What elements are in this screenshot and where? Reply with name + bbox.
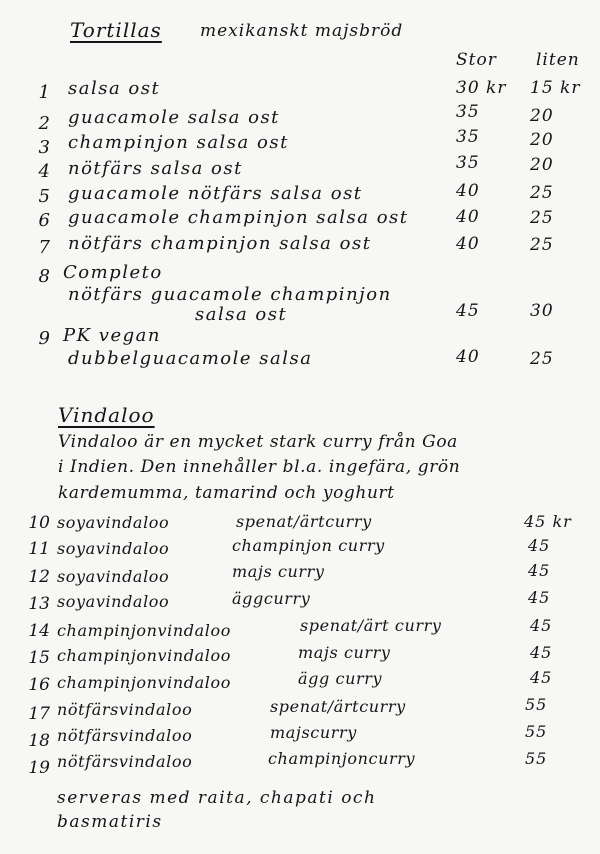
item-number: 10 xyxy=(28,513,50,533)
column-header-small: liten xyxy=(536,50,580,70)
item-number: 12 xyxy=(28,567,50,587)
item-price: 45 xyxy=(528,536,551,555)
item-number: 8 xyxy=(38,266,50,287)
price-small: 15 kr xyxy=(530,78,581,98)
item-price: 45 xyxy=(530,616,553,635)
item-curry: majscurry xyxy=(270,723,357,742)
item-price: 45 xyxy=(528,561,551,580)
item-number: 16 xyxy=(28,675,50,695)
item-number: 14 xyxy=(28,621,50,641)
item-price: 55 xyxy=(525,722,548,741)
price-small: 25 xyxy=(530,235,554,255)
item-name: champinjonvindaloo xyxy=(57,646,231,665)
item-price: 55 xyxy=(525,695,548,714)
price-large: 40 xyxy=(456,181,480,201)
price-large: 35 xyxy=(456,102,480,122)
item-number: 9 xyxy=(38,328,50,349)
item-name: champinjonvindaloo xyxy=(57,621,231,640)
item-description-line: salsa ost xyxy=(195,304,288,325)
serving-note-line: basmatiris xyxy=(57,812,163,832)
item-curry: champinjoncurry xyxy=(268,749,416,768)
item-number: 11 xyxy=(28,539,50,559)
item-number: 15 xyxy=(28,648,50,668)
price-large: 45 xyxy=(456,301,480,321)
price-small: 25 xyxy=(530,349,554,369)
item-name: champinjonvindaloo xyxy=(57,673,231,692)
vindaloo-description-line: i Indien. Den innehåller bl.a. ingefära, grön xyxy=(58,457,461,477)
price-large: 30 kr xyxy=(456,78,507,98)
item-curry: majs curry xyxy=(232,562,325,581)
price-large: 40 xyxy=(456,207,480,227)
vindaloo-description-line: Vindaloo är en mycket stark curry från Goa xyxy=(58,432,458,452)
price-small: 25 xyxy=(530,208,554,228)
price-small: 30 xyxy=(530,301,554,321)
item-name: Completo xyxy=(63,262,163,283)
item-description-line: dubbelguacamole salsa xyxy=(68,348,313,369)
price-small: 20 xyxy=(530,106,554,126)
item-price: 45 xyxy=(530,668,553,687)
item-name: guacamole nötfärs salsa ost xyxy=(68,183,363,204)
item-name: soyavindaloo xyxy=(57,513,170,532)
item-curry: ägg curry xyxy=(298,669,383,688)
price-small: 25 xyxy=(530,183,554,203)
item-number: 1 xyxy=(38,82,50,103)
item-curry: majs curry xyxy=(298,643,391,662)
price-large: 35 xyxy=(456,127,480,147)
item-name: nötfärsvindaloo xyxy=(57,726,193,745)
item-name: nötfärsvindaloo xyxy=(57,752,193,771)
item-number: 6 xyxy=(38,210,50,231)
item-curry: spenat/ärt curry xyxy=(300,616,442,635)
item-price: 55 xyxy=(525,749,548,768)
item-name: guacamole champinjon salsa ost xyxy=(68,207,409,228)
price-large: 35 xyxy=(456,153,480,173)
item-number: 17 xyxy=(28,704,50,724)
item-name: champinjon salsa ost xyxy=(68,132,289,153)
item-number: 19 xyxy=(28,758,50,778)
item-price: 45 kr xyxy=(524,512,572,531)
item-name: nötfärs salsa ost xyxy=(68,158,243,179)
item-name: nötfärsvindaloo xyxy=(57,700,193,719)
item-description-line: nötfärs guacamole champinjon xyxy=(68,284,392,305)
item-number: 3 xyxy=(38,137,50,158)
item-number: 2 xyxy=(38,113,50,134)
vindaloo-description-line: kardemumma, tamarind och yoghurt xyxy=(58,483,395,503)
item-price: 45 xyxy=(530,643,553,662)
price-large: 40 xyxy=(456,234,480,254)
price-large: 40 xyxy=(456,347,480,367)
item-curry: champinjon curry xyxy=(232,536,385,555)
item-number: 13 xyxy=(28,594,50,614)
item-name: soyavindaloo xyxy=(57,567,170,586)
item-name: salsa ost xyxy=(68,78,161,99)
item-number: 18 xyxy=(28,731,50,751)
item-number: 5 xyxy=(38,186,50,207)
serving-note-line: serveras med raita, chapati och xyxy=(57,788,377,808)
item-name: PK vegan xyxy=(63,325,161,346)
item-curry: spenat/ärtcurry xyxy=(270,697,406,716)
tortillas-title: Tortillas xyxy=(70,18,162,42)
item-curry: äggcurry xyxy=(232,589,311,608)
item-name: soyavindaloo xyxy=(57,592,170,611)
item-name: nötfärs champinjon salsa ost xyxy=(68,233,372,254)
price-small: 20 xyxy=(530,155,554,175)
item-curry: spenat/ärtcurry xyxy=(236,512,372,531)
item-number: 4 xyxy=(38,161,50,182)
tortillas-subtitle: mexikanskt majsbröd xyxy=(200,21,404,41)
price-small: 20 xyxy=(530,130,554,150)
item-price: 45 xyxy=(528,588,551,607)
item-name: guacamole salsa ost xyxy=(68,107,280,128)
item-name: soyavindaloo xyxy=(57,539,170,558)
column-header-large: Stor xyxy=(456,50,497,70)
item-number: 7 xyxy=(38,237,50,258)
vindaloo-title: Vindaloo xyxy=(58,403,155,427)
